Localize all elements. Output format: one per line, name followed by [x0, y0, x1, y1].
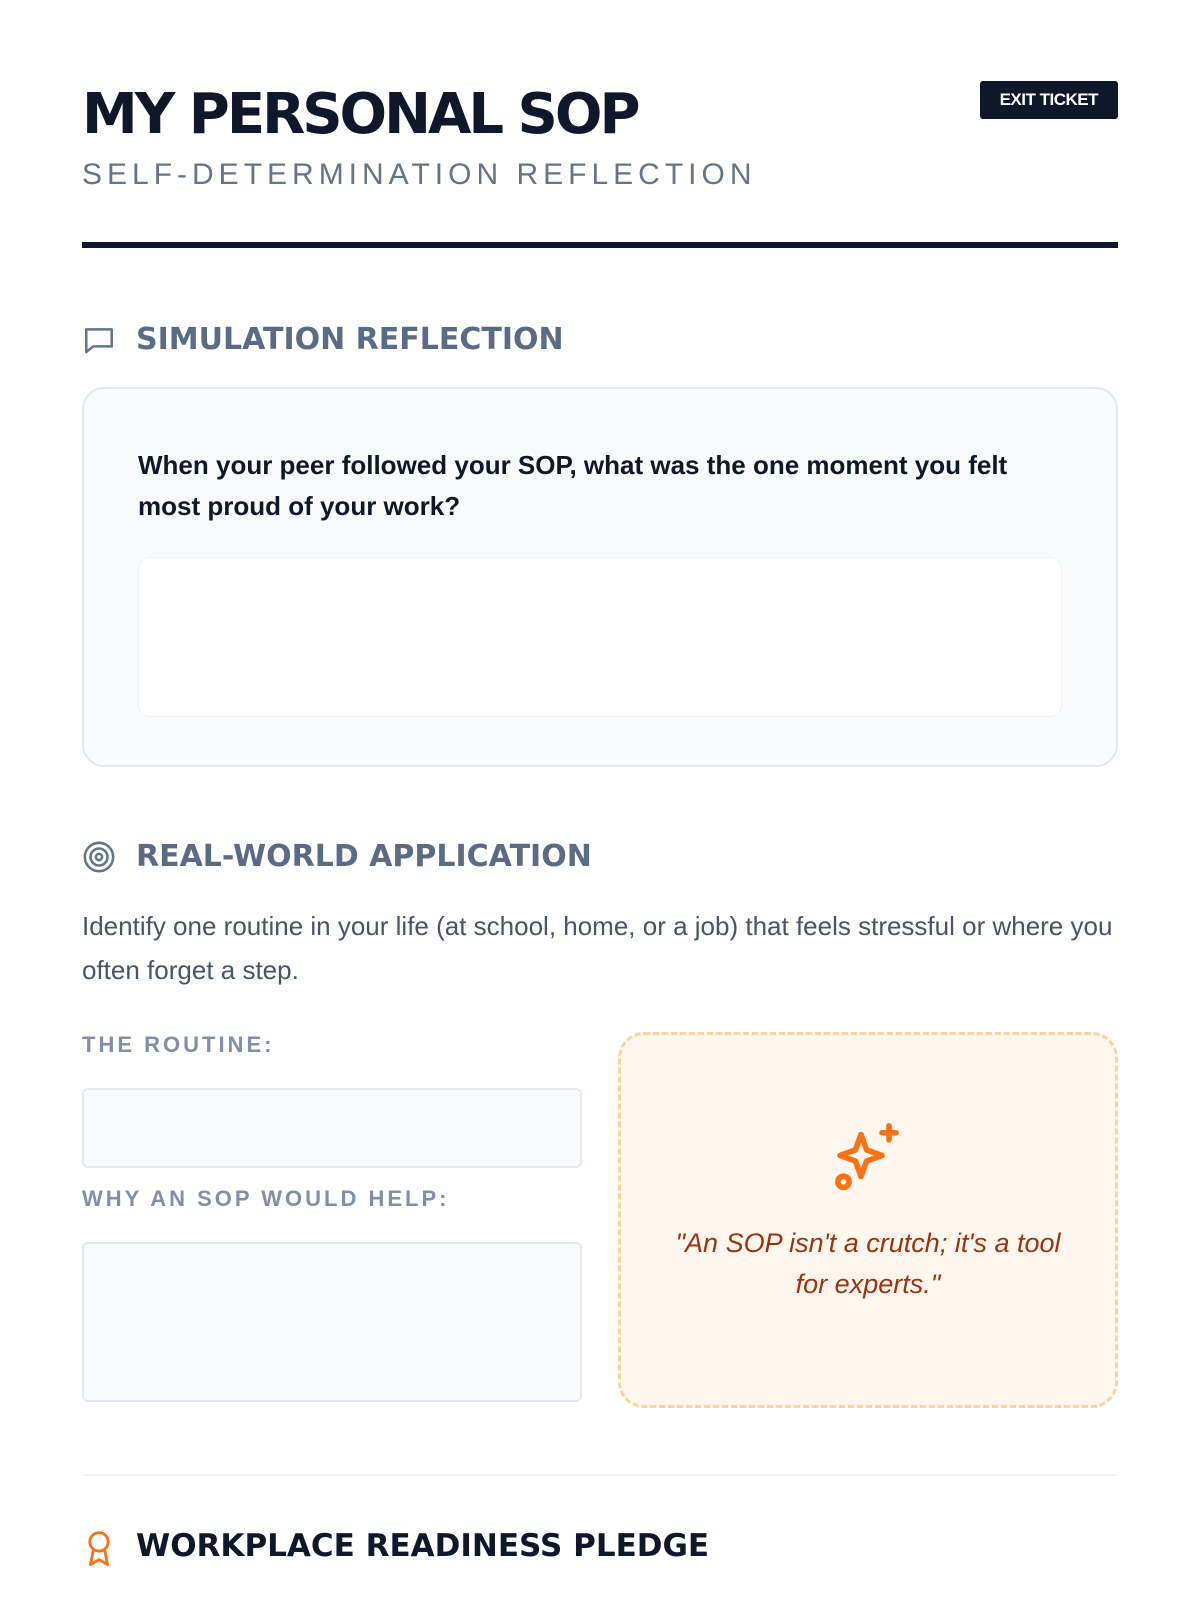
- quote-text: "An SOP isn't a crutch; it's a tool for experts.": [675, 1228, 1061, 1299]
- reflection-answer-field[interactable]: [138, 557, 1062, 717]
- target-icon: [82, 840, 116, 874]
- why-sop-label: WHY AN SOP WOULD HELP:: [82, 1186, 450, 1211]
- speech-bubble-icon: [82, 323, 116, 357]
- why-sop-field[interactable]: [82, 1242, 582, 1402]
- page-title: MY PERSONAL SOP: [82, 82, 638, 147]
- section-heading: [82, 322, 1118, 357]
- workplace-pledge-section: [82, 1528, 1118, 1564]
- section-title: WORKPLACE READINESS PLEDGE: [136, 1528, 710, 1564]
- section-divider: [82, 1474, 1118, 1476]
- page-header: [82, 0, 1118, 248]
- reflection-question: When your peer followed your SOP, what was the one moment you felt most proud of your work?: [138, 450, 1008, 521]
- award-ribbon-icon: [82, 1529, 116, 1563]
- sparkle-icon: [826, 1117, 910, 1201]
- routine-label: THE ROUTINE:: [82, 1032, 275, 1057]
- section-title: REAL-WORLD APPLICATION: [136, 839, 592, 874]
- quote-card: [618, 1032, 1118, 1408]
- exit-ticket-button[interactable]: EXIT TICKET: [980, 81, 1118, 119]
- application-instructions: Identify one routine in your life (at school, home, or a job) that feels stressful or where you often forget a step.: [82, 911, 1113, 985]
- section-heading: [82, 1528, 1118, 1564]
- section-title: SIMULATION REFLECTION: [136, 322, 564, 357]
- routine-input[interactable]: [82, 1088, 582, 1168]
- section-heading: [82, 839, 1118, 874]
- reflection-card: [82, 387, 1118, 767]
- application-fields: [82, 1032, 582, 1408]
- simulation-reflection-section: [82, 322, 1118, 767]
- application-columns: [82, 1032, 1118, 1408]
- page-subtitle: SELF-DETERMINATION REFLECTION: [82, 158, 757, 191]
- real-world-application-section: [82, 839, 1118, 1408]
